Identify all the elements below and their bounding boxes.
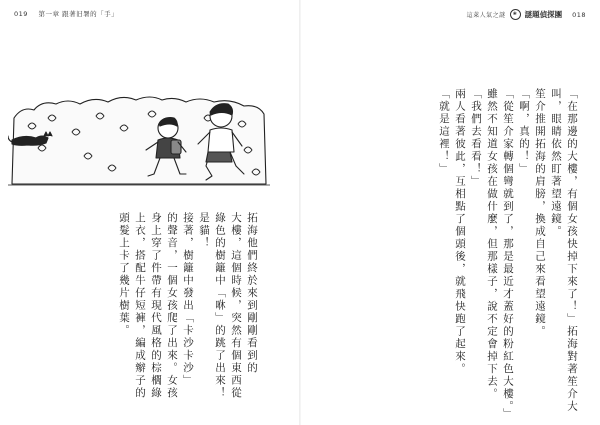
paragraph-7: 「我們去看看！」 [470, 88, 482, 188]
paragraph-1: 拓海他們終於來到剛剛看到的 [246, 212, 258, 375]
paragraph-5: 接著，樹籬中發出「卡沙卡沙」 [182, 212, 194, 387]
series-label: 這萊人氣之謎 [466, 12, 506, 19]
paragraph-1: 「在那邊的大樓，有個女孩快掉下來了！」拓海對著笙介大 [566, 88, 578, 413]
paragraph-3: 笙介推開拓海的肩膀，換成自己來看望遠鏡。 [534, 88, 546, 338]
paragraph-2: 大樓，這個時候，突然有個東西從 [230, 212, 242, 400]
paragraph-4: 是貓！ [198, 212, 210, 250]
paragraph-4: 「啊，真的！」 [518, 88, 530, 176]
paragraph-8: 上衣，搭配牛仔短褲，編成辮子的 [134, 212, 146, 400]
right-running-header [467, 9, 586, 20]
paragraph-6: 雖然不知道女孩在做什麼，但那樣子，說不定會掉下去。 [486, 88, 498, 401]
left-page-number: 019 [14, 10, 28, 18]
paragraph-8: 兩人看著彼此，互相點了個頭後，就飛快跑了起來。 [454, 88, 466, 376]
left-page-body [116, 212, 260, 412]
paragraph-9: 「就是這裡！」 [438, 88, 450, 176]
paragraph-2: 叫，眼睛依然盯著望遠鏡。 [550, 88, 562, 238]
chapter-label: 第一章 [38, 10, 60, 18]
paragraph-7: 身上穿了件帶有現代風格的棕櫚綠 [150, 212, 162, 400]
page-gutter [299, 0, 301, 425]
running-boys-illustration [8, 88, 270, 198]
brand-title: 謎題偵探團 [524, 10, 563, 19]
paragraph-9: 頭髮上卡了幾片樹葉。 [118, 212, 130, 337]
flower-logo-icon: ❀ [510, 9, 521, 20]
right-page-body [436, 88, 580, 421]
right-page-number: 018 [572, 10, 586, 19]
paragraph-6: 的聲音，一個女孩爬了出來。女孩 [166, 212, 178, 400]
paragraph-5: 「從笙介家轉個彎就到了，那是最近才蓋好的粉紅色大樓。」 [502, 88, 514, 421]
left-running-header [14, 9, 118, 18]
chapter-title: 跟著旧署的「手」 [62, 10, 119, 18]
paragraph-3: 綠色的樹籬中「咻」的跳了出來！ [214, 212, 226, 400]
